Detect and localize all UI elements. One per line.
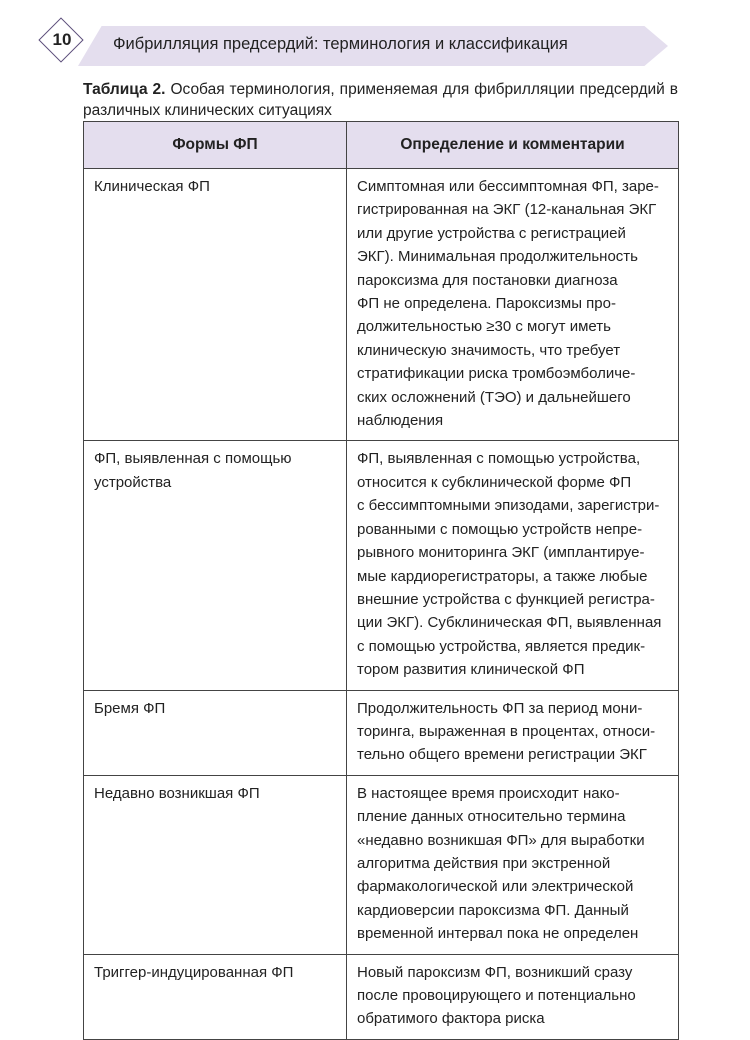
cell-line: Новый пароксизм ФП, возникший сразу	[357, 963, 633, 981]
cell-line: с помощью устройства, является предик-	[357, 637, 646, 655]
cell-line: ФП не определена. Пароксизмы про-	[357, 295, 616, 313]
cell-line: наблюдения	[357, 412, 444, 430]
cell-line: стратификации риска тромбоэмболиче-	[357, 365, 636, 383]
cell-line: Симптомная или бессимптомная ФП, заре-	[357, 178, 659, 195]
page-number: 10	[52, 30, 72, 49]
cell-line: рывного мониторинга ЭКГ (имплантируе-	[357, 544, 645, 562]
cell-line: «недавно возникшая ФП» для выработки	[357, 831, 645, 849]
cell-line: гистрированная на ЭКГ (12-канальная ЭКГ	[357, 201, 657, 219]
table-row	[84, 690, 679, 775]
definition-cell	[347, 690, 679, 775]
definition-cell	[347, 954, 679, 1039]
cell-line: Недавно возникшая ФП	[94, 784, 260, 802]
cell-line: В настоящее время происходит нако-	[357, 784, 620, 802]
table-caption	[83, 79, 678, 121]
caption-text: Особая терминология, применяемая для фибрилляции предсердий в различных клинических ситуациях	[83, 81, 679, 119]
column-header: Определение и комментарии	[347, 122, 679, 169]
cell-line: ских осложнений (ТЭО) и дальнейшего	[357, 388, 631, 406]
table-row	[84, 169, 679, 441]
cell-line: или другие устройства с регистрацией	[357, 224, 626, 242]
cell-line: алгоритма действия при экстренной	[357, 854, 611, 872]
form-cell	[84, 169, 347, 441]
definition-cell	[347, 169, 679, 441]
cell-line: Продолжительность ФП за период мони-	[357, 699, 643, 717]
cell-line: пление данных относительно термина	[357, 808, 626, 826]
table-row	[84, 441, 679, 690]
cell-line: тором развития клинической ФП	[357, 661, 585, 679]
cell-line: ФП, выявленная с помощью	[94, 450, 292, 468]
cell-line: кардиоверсии пароксизма ФП. Данный	[357, 901, 629, 919]
cell-line: мые кардиорегистраторы, а также любые	[357, 567, 648, 585]
table-row	[84, 954, 679, 1039]
cell-line: рованными с помощью устройств непре-	[357, 520, 643, 538]
form-cell	[84, 441, 347, 690]
form-cell	[84, 690, 347, 775]
cell-line: с бессимптомными эпизодами, зарегистри-	[357, 497, 660, 515]
cell-line: ции ЭКГ). Субклиническая ФП, выявленная	[357, 614, 662, 632]
cell-line: тельно общего времени регистрации ЭКГ	[357, 746, 647, 764]
table-row	[84, 775, 679, 954]
cell-line: внешние устройства с функцией регистра-	[357, 590, 655, 608]
cell-line: после провоцирующего и потенциально	[357, 987, 636, 1004]
cell-line: должительностью ≥30 с могут иметь	[357, 318, 611, 336]
caption-label: Таблица 2.	[83, 81, 166, 98]
cell-line: ЭКГ). Минимальная продолжительность	[357, 248, 638, 266]
cell-line: Бремя ФП	[94, 699, 166, 717]
column-header: Формы ФП	[84, 122, 347, 169]
cell-line: временной интервал пока не определен	[357, 925, 639, 943]
cell-line: обратимого фактора риска	[357, 1010, 545, 1028]
cell-line: устройства	[94, 473, 172, 491]
cell-line: Триггер-индуцированная ФП	[94, 963, 294, 981]
cell-line: относится к субклинической форме ФП	[357, 473, 632, 491]
form-cell	[84, 954, 347, 1039]
definition-cell	[347, 441, 679, 690]
cell-line: фармакологической или электрической	[357, 878, 634, 896]
cell-line: Клиническая ФП	[94, 178, 210, 195]
cell-line: торинга, выраженная в процентах, относи-	[357, 722, 656, 740]
cell-line: клиническую значимость, что требует	[357, 341, 621, 359]
definition-cell	[347, 775, 679, 954]
chapter-title: Фибрилляция предсердий: терминология и классификация	[113, 35, 568, 53]
cell-line: ФП, выявленная с помощью устройства,	[357, 450, 641, 468]
terminology-table	[83, 121, 679, 1040]
cell-line: пароксизма для постановки диагноза	[357, 271, 618, 289]
form-cell	[84, 775, 347, 954]
